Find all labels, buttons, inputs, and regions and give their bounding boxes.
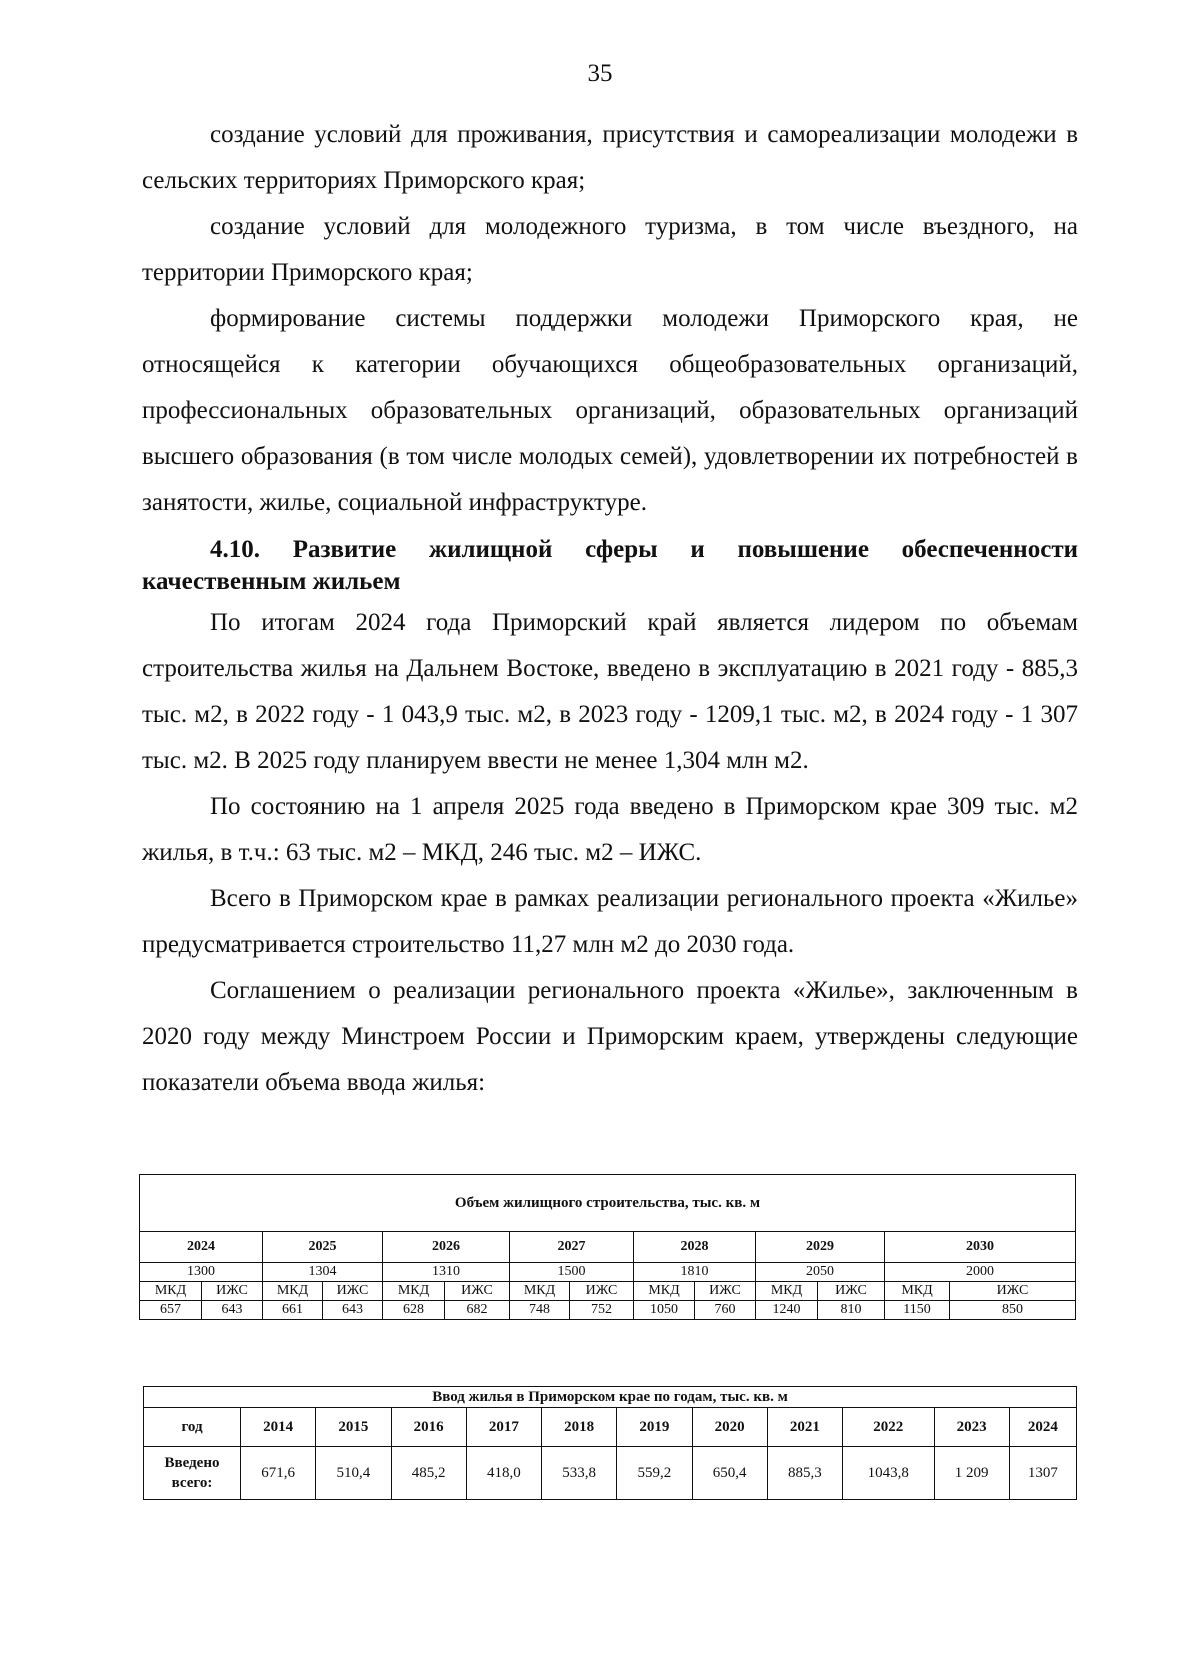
value-cell: 650,4 — [692, 1447, 767, 1500]
paragraph: формирование системы поддержки молодежи Приморского края, не относящейся к категории обучающихся общеобразовательных организаций, профессиональных образовательных организаций, образовательных организаций высшего образования (в том числе молодых семей), удовлетворении их потребностей в занятости, жилье, социальной инфраструктуре. — [142, 305, 1078, 516]
total-cell: 1310 — [383, 1263, 510, 1282]
year-cell: 2021 — [767, 1408, 842, 1447]
table-title: Ввод жилья в Приморском крае по годам, тыс. кв. м — [144, 1387, 1077, 1408]
paragraph: Всего в Приморском крае в рамках реализации регионального проекта «Жилье» предусматривается строительство 11,27 млн м2 до 2030 года. — [142, 885, 1078, 958]
izhs-header: ИЖС — [202, 1282, 263, 1301]
paragraph: создание условий для проживания, присутствия и самореализации молодежи в сельских территориях Приморского края; — [142, 121, 1078, 194]
total-cell: 1810 — [634, 1263, 756, 1282]
mkd-header: МКД — [756, 1282, 818, 1301]
value-cell: 1043,8 — [843, 1447, 935, 1500]
mkd-value: 661 — [263, 1301, 323, 1320]
izhs-header: ИЖС — [570, 1282, 634, 1301]
year-cell: 2030 — [885, 1232, 1076, 1263]
year-cell: 2029 — [756, 1232, 885, 1263]
total-cell: 1300 — [140, 1263, 263, 1282]
mkd-header: МКД — [634, 1282, 695, 1301]
document-body — [142, 112, 1078, 1106]
year-cell: 2026 — [383, 1232, 510, 1263]
mkd-header: МКД — [885, 1282, 950, 1301]
total-cell: 1500 — [510, 1263, 634, 1282]
table-row — [140, 1301, 1076, 1320]
mkd-value: 657 — [140, 1301, 202, 1320]
mkd-header: МКД — [140, 1282, 202, 1301]
year-cell: 2014 — [241, 1408, 316, 1447]
row-header: год — [144, 1408, 241, 1447]
value-cell: 533,8 — [542, 1447, 617, 1500]
table-row — [144, 1447, 1077, 1500]
izhs-header: ИЖС — [950, 1282, 1076, 1301]
year-cell: 2022 — [843, 1408, 935, 1447]
mkd-value: 1240 — [756, 1301, 818, 1320]
izhs-value: 810 — [818, 1301, 885, 1320]
value-cell: 418,0 — [466, 1447, 541, 1500]
year-cell: 2018 — [542, 1408, 617, 1447]
table-row — [140, 1232, 1076, 1263]
paragraph: создание условий для молодежного туризма, в том числе въездного, на территории Приморского края; — [142, 213, 1078, 286]
izhs-header: ИЖС — [695, 1282, 756, 1301]
year-cell: 2017 — [466, 1408, 541, 1447]
izhs-value: 643 — [323, 1301, 383, 1320]
izhs-value: 752 — [570, 1301, 634, 1320]
housing-input-table — [143, 1386, 1077, 1500]
izhs-value: 760 — [695, 1301, 756, 1320]
mkd-value: 748 — [510, 1301, 570, 1320]
table-row — [140, 1263, 1076, 1282]
year-cell: 2024 — [1009, 1408, 1076, 1447]
value-cell: 559,2 — [617, 1447, 692, 1500]
izhs-header: ИЖС — [445, 1282, 510, 1301]
page-number: 35 — [587, 60, 613, 87]
year-cell: 2027 — [510, 1232, 634, 1263]
table-row — [144, 1408, 1077, 1447]
table-row — [140, 1282, 1076, 1301]
izhs-header: ИЖС — [818, 1282, 885, 1301]
mkd-value: 1150 — [885, 1301, 950, 1320]
total-cell: 1304 — [263, 1263, 383, 1282]
value-cell: 485,2 — [391, 1447, 466, 1500]
value-cell: 1 209 — [934, 1447, 1009, 1500]
section-heading: 4.10. Развитие жилищной сферы и повышение обеспеченности качественным жильем — [142, 536, 1078, 595]
year-cell: 2019 — [617, 1408, 692, 1447]
table-title: Объем жилищного строительства, тыс. кв. м — [140, 1175, 1076, 1232]
year-cell: 2015 — [316, 1408, 391, 1447]
year-cell: 2023 — [934, 1408, 1009, 1447]
total-cell: 2000 — [885, 1263, 1076, 1282]
mkd-value: 1050 — [634, 1301, 695, 1320]
mkd-header: МКД — [263, 1282, 323, 1301]
izhs-header: ИЖС — [323, 1282, 383, 1301]
mkd-value: 628 — [383, 1301, 445, 1320]
mkd-header: МКД — [510, 1282, 570, 1301]
year-cell: 2025 — [263, 1232, 383, 1263]
value-cell: 510,4 — [316, 1447, 391, 1500]
row-label-line: Введено — [164, 1455, 220, 1471]
total-cell: 2050 — [756, 1263, 885, 1282]
paragraph: По состоянию на 1 апреля 2025 года введено в Приморском крае 309 тыс. м2 жилья, в т.ч.: 63 тыс. м2 – МКД, 246 тыс. м2 – ИЖС. — [142, 793, 1078, 866]
paragraph: Соглашением о реализации регионального проекта «Жилье», заключенным в 2020 году между Минстроем России и Приморским краем, утверждены следующие показатели объема ввода жилья: — [142, 977, 1078, 1096]
paragraph: По итогам 2024 года Приморский край является лидером по объемам строительства жилья на Дальнем Востоке, введено в эксплуатацию в 2021 году - 885,3 тыс. м2, в 2022 году - 1 043,9 тыс. м2, в 2023 году - 1209,1 тыс. м2, в 2024 году - 1 307 тыс. м2. В 2025 году планируем ввести не менее 1,304 млн м2. — [142, 609, 1078, 774]
value-cell: 885,3 — [767, 1447, 842, 1500]
year-cell: 2028 — [634, 1232, 756, 1263]
row-label-line: всего: — [171, 1475, 213, 1491]
row-header — [144, 1447, 241, 1500]
construction-volume-table — [139, 1174, 1076, 1320]
year-cell: 2024 — [140, 1232, 263, 1263]
year-cell: 2016 — [391, 1408, 466, 1447]
mkd-header: МКД — [383, 1282, 445, 1301]
value-cell: 1307 — [1009, 1447, 1076, 1500]
izhs-value: 682 — [445, 1301, 510, 1320]
value-cell: 671,6 — [241, 1447, 316, 1500]
izhs-value: 643 — [202, 1301, 263, 1320]
izhs-value: 850 — [950, 1301, 1076, 1320]
year-cell: 2020 — [692, 1408, 767, 1447]
